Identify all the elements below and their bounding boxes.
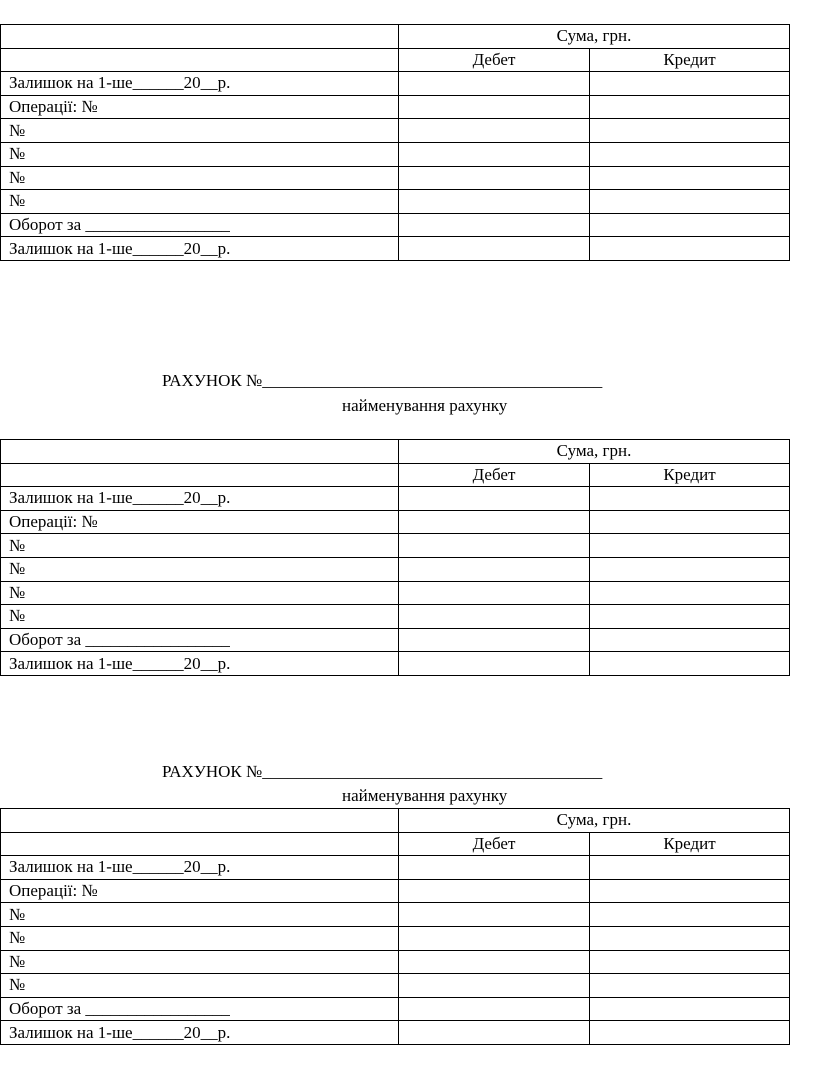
debit-cell[interactable] (399, 510, 590, 534)
credit-cell[interactable] (590, 879, 790, 903)
account-table-3 (0, 808, 790, 1045)
table-row (1, 974, 790, 998)
table-row (1, 119, 790, 143)
row-label: № (1, 166, 399, 190)
table-row (1, 1021, 790, 1045)
row-label: № (1, 926, 399, 950)
credit-cell[interactable] (590, 142, 790, 166)
header-blank-cell (1, 440, 399, 464)
row-label: Залишок на 1-ше______20__р. (1, 1021, 399, 1045)
debit-cell[interactable] (399, 926, 590, 950)
credit-cell[interactable] (590, 652, 790, 676)
debit-cell[interactable] (399, 856, 590, 880)
table-row (1, 213, 790, 237)
table-row (1, 72, 790, 96)
row-label: Залишок на 1-ше______20__р. (1, 72, 399, 96)
row-label: Операції: № (1, 95, 399, 119)
table-row (1, 581, 790, 605)
credit-header: Кредит (590, 48, 790, 72)
account-table-1 (0, 24, 790, 261)
row-label: № (1, 950, 399, 974)
header-row-debit-credit (1, 463, 790, 487)
credit-cell[interactable] (590, 119, 790, 143)
table-row (1, 557, 790, 581)
header-row-amount (1, 25, 790, 49)
row-label: Оборот за _________________ (1, 628, 399, 652)
debit-header: Дебет (399, 832, 590, 856)
debit-cell[interactable] (399, 605, 590, 629)
table-row (1, 95, 790, 119)
account-name-caption-2: найменування рахунку (342, 396, 508, 415)
table-row (1, 534, 790, 558)
credit-cell[interactable] (590, 237, 790, 261)
row-label: № (1, 534, 399, 558)
debit-cell[interactable] (399, 1021, 590, 1045)
debit-cell[interactable] (399, 72, 590, 96)
table-row (1, 510, 790, 534)
credit-cell[interactable] (590, 628, 790, 652)
account-title-2: РАХУНОК №________________________________________ (162, 371, 603, 390)
table-row (1, 142, 790, 166)
amount-header: Сума, грн. (399, 809, 790, 833)
row-label: № (1, 903, 399, 927)
table-row (1, 926, 790, 950)
account-table-2 (0, 439, 790, 676)
header-row-debit-credit (1, 48, 790, 72)
credit-cell[interactable] (590, 605, 790, 629)
header-blank-cell (1, 25, 399, 49)
row-label: № (1, 119, 399, 143)
debit-cell[interactable] (399, 213, 590, 237)
credit-cell[interactable] (590, 997, 790, 1021)
debit-cell[interactable] (399, 95, 590, 119)
credit-cell[interactable] (590, 1021, 790, 1045)
row-label: Залишок на 1-ше______20__р. (1, 487, 399, 511)
table-row (1, 628, 790, 652)
table-row (1, 856, 790, 880)
debit-cell[interactable] (399, 628, 590, 652)
row-label: Залишок на 1-ше______20__р. (1, 237, 399, 261)
debit-cell[interactable] (399, 879, 590, 903)
header-blank-cell (1, 48, 399, 72)
row-label: № (1, 581, 399, 605)
row-label: № (1, 142, 399, 166)
debit-cell[interactable] (399, 652, 590, 676)
credit-cell[interactable] (590, 557, 790, 581)
debit-cell[interactable] (399, 487, 590, 511)
debit-cell[interactable] (399, 557, 590, 581)
table-row (1, 166, 790, 190)
credit-header: Кредит (590, 463, 790, 487)
credit-cell[interactable] (590, 974, 790, 998)
credit-cell[interactable] (590, 166, 790, 190)
debit-header: Дебет (399, 48, 590, 72)
row-label: Залишок на 1-ше______20__р. (1, 652, 399, 676)
amount-header: Сума, грн. (399, 440, 790, 464)
credit-cell[interactable] (590, 903, 790, 927)
account-title-3: РАХУНОК №________________________________________ (162, 762, 603, 781)
credit-cell[interactable] (590, 213, 790, 237)
row-label: № (1, 605, 399, 629)
table-row (1, 190, 790, 214)
table-row (1, 950, 790, 974)
header-row-debit-credit (1, 832, 790, 856)
table-row (1, 652, 790, 676)
credit-cell[interactable] (590, 487, 790, 511)
credit-cell[interactable] (590, 72, 790, 96)
account-name-caption-3: найменування рахунку (342, 786, 508, 805)
row-label: № (1, 190, 399, 214)
row-label: Оборот за _________________ (1, 213, 399, 237)
row-label: № (1, 974, 399, 998)
debit-cell[interactable] (399, 903, 590, 927)
header-blank-cell (1, 832, 399, 856)
debit-cell[interactable] (399, 997, 590, 1021)
row-label: Залишок на 1-ше______20__р. (1, 856, 399, 880)
debit-cell[interactable] (399, 237, 590, 261)
debit-cell[interactable] (399, 950, 590, 974)
debit-cell[interactable] (399, 534, 590, 558)
credit-cell[interactable] (590, 95, 790, 119)
header-blank-cell (1, 809, 399, 833)
row-label: Операції: № (1, 510, 399, 534)
header-row-amount (1, 440, 790, 464)
header-blank-cell (1, 463, 399, 487)
debit-cell[interactable] (399, 190, 590, 214)
row-label: № (1, 557, 399, 581)
debit-header: Дебет (399, 463, 590, 487)
credit-cell[interactable] (590, 581, 790, 605)
debit-cell[interactable] (399, 581, 590, 605)
credit-cell[interactable] (590, 950, 790, 974)
debit-cell[interactable] (399, 119, 590, 143)
table-row (1, 879, 790, 903)
debit-cell[interactable] (399, 142, 590, 166)
row-label: Оборот за _________________ (1, 997, 399, 1021)
credit-cell[interactable] (590, 190, 790, 214)
table-row (1, 237, 790, 261)
table-row (1, 605, 790, 629)
header-row-amount (1, 809, 790, 833)
debit-cell[interactable] (399, 166, 590, 190)
row-label: Операції: № (1, 879, 399, 903)
credit-cell[interactable] (590, 534, 790, 558)
credit-header: Кредит (590, 832, 790, 856)
table-row (1, 997, 790, 1021)
debit-cell[interactable] (399, 974, 590, 998)
credit-cell[interactable] (590, 856, 790, 880)
table-row (1, 903, 790, 927)
credit-cell[interactable] (590, 510, 790, 534)
table-row (1, 487, 790, 511)
credit-cell[interactable] (590, 926, 790, 950)
amount-header: Сума, грн. (399, 25, 790, 49)
